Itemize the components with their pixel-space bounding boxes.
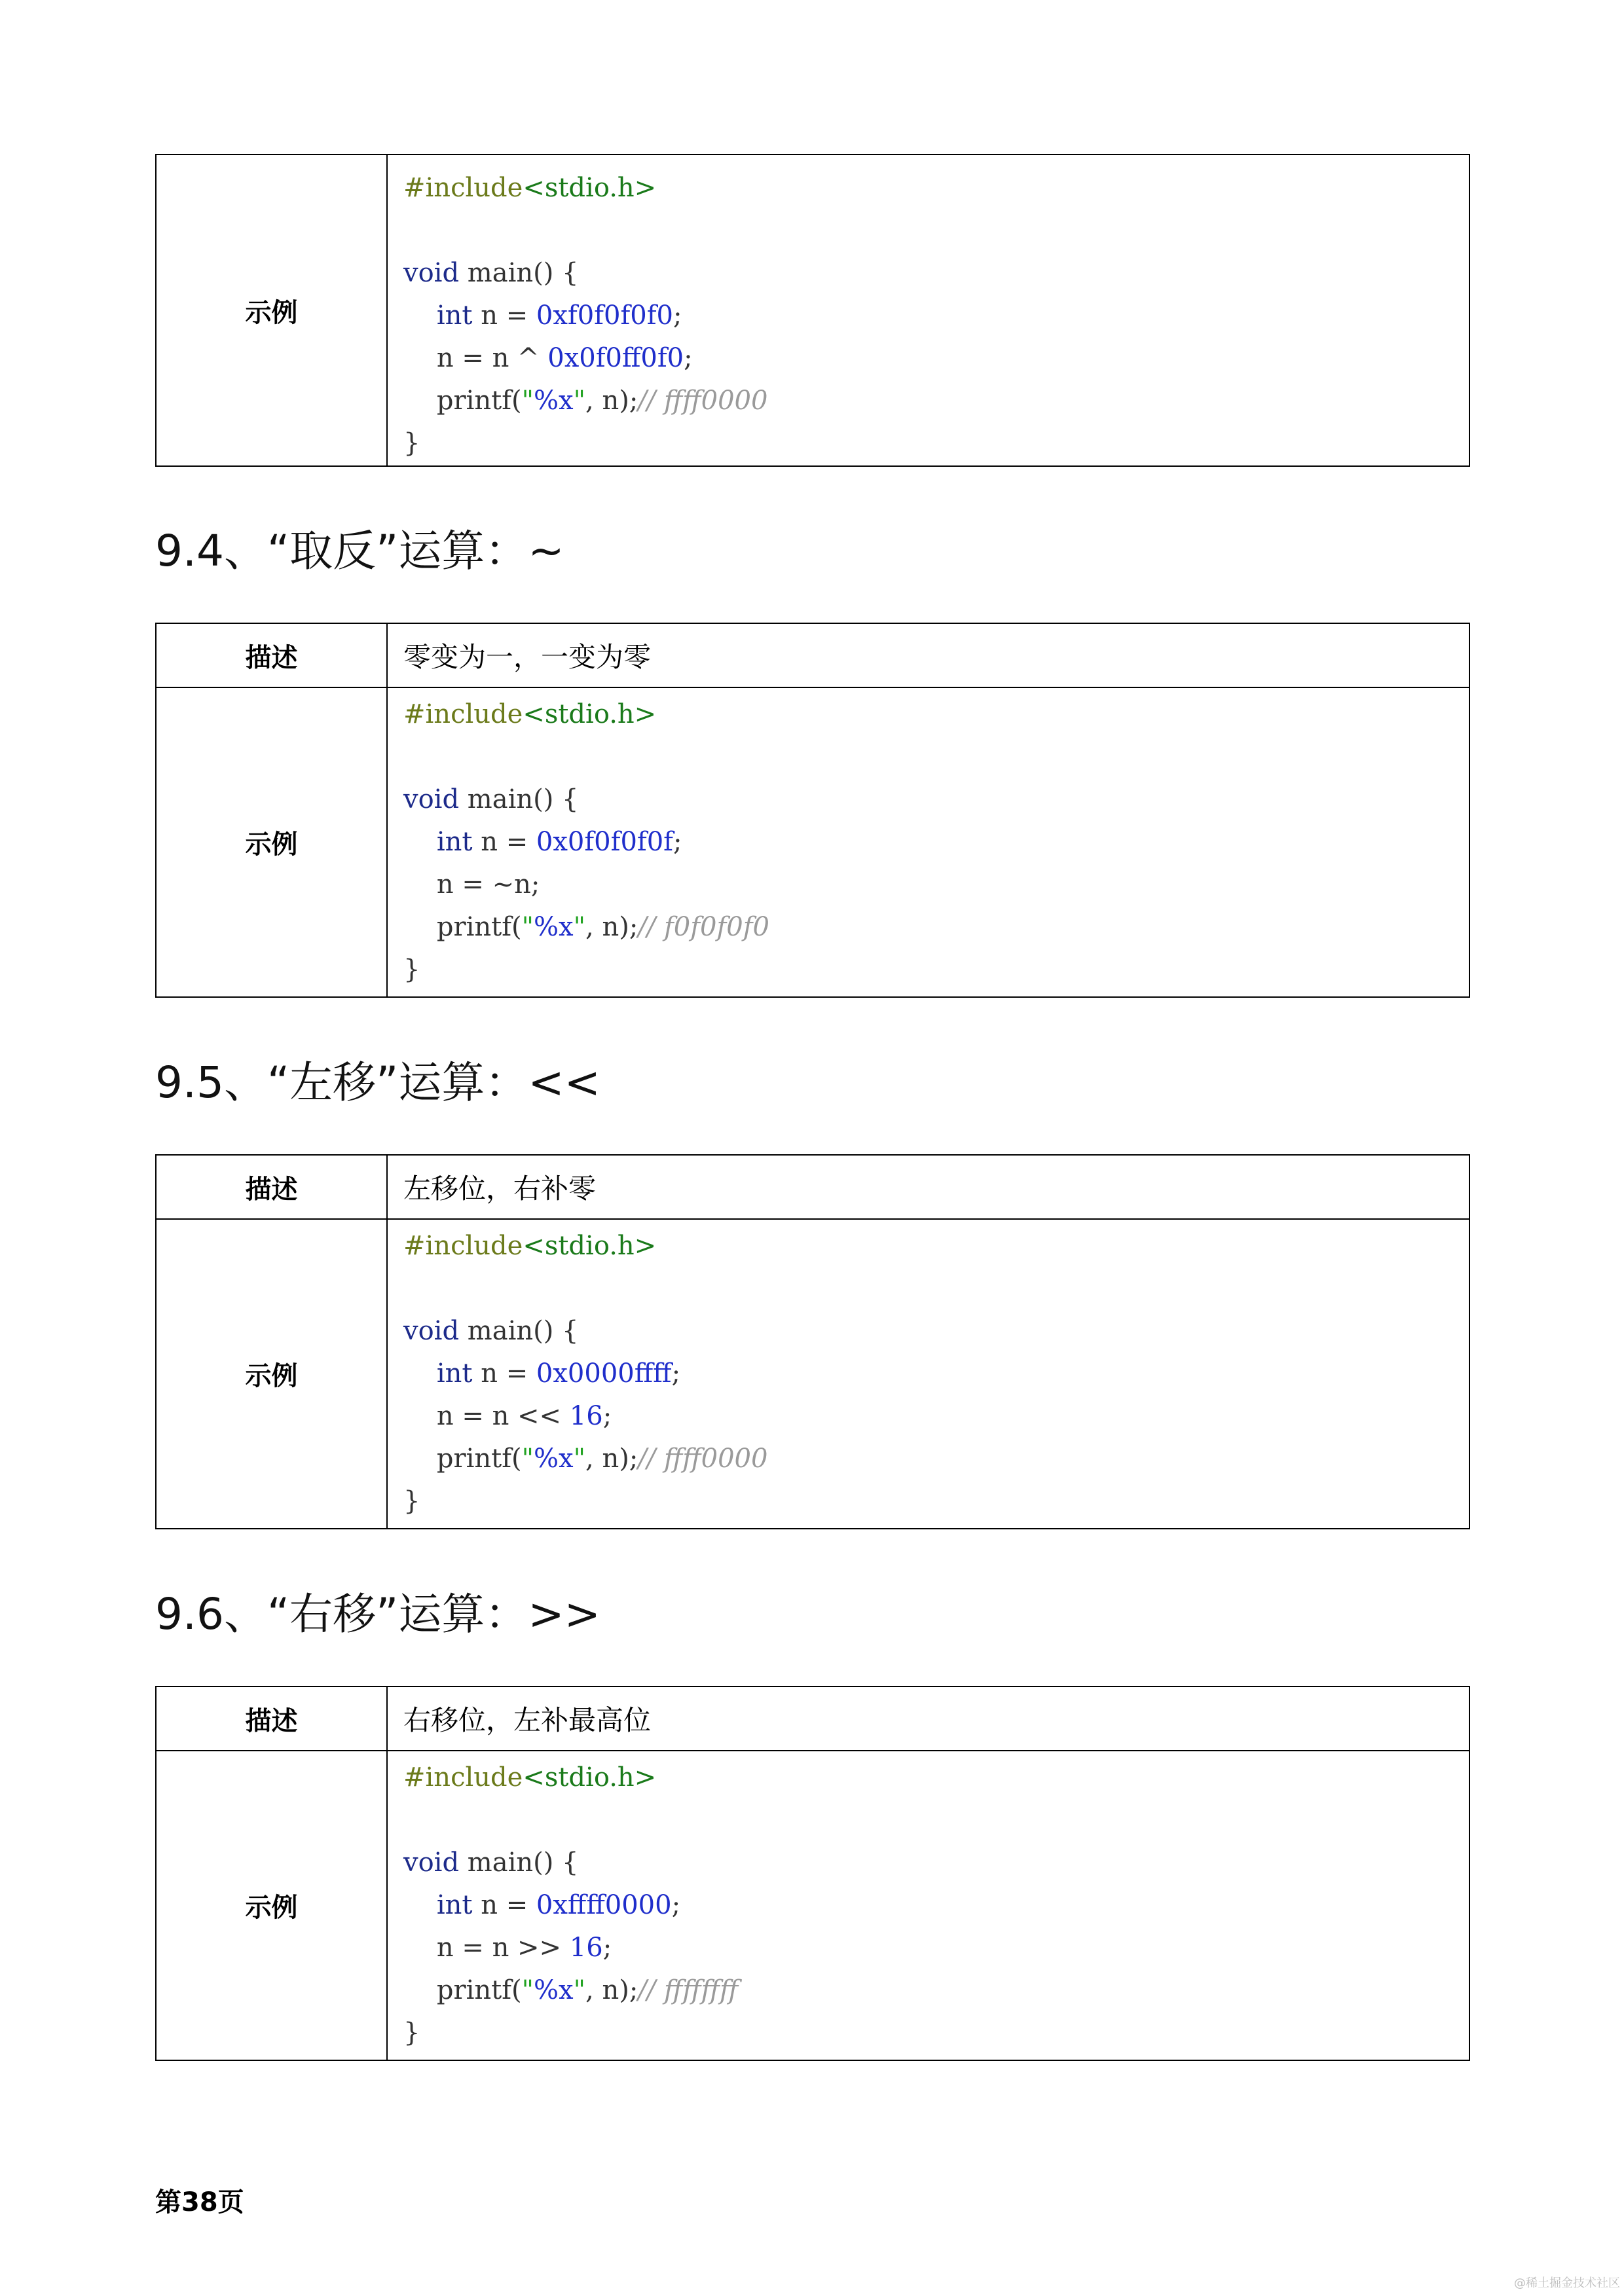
code-line: } — [403, 428, 420, 458]
description-row — [157, 624, 1469, 688]
section-heading-shl: 9.5、“左移”运算：<< — [155, 1057, 600, 1108]
code-block — [388, 1751, 1469, 2060]
code-line: int n = 0x0f0f0f0f; — [436, 827, 682, 857]
code-line: n = ~n; — [436, 869, 540, 900]
shl-table — [155, 1154, 1470, 1529]
example-label: 示例 — [157, 155, 388, 465]
code-line: #include<stdio.h> — [403, 173, 657, 203]
example-label: 示例 — [157, 688, 388, 996]
code-line: void main() { — [403, 784, 579, 814]
code-line: } — [403, 1486, 420, 1516]
description-text: 左移位，右补零 — [403, 1173, 597, 1205]
code-line: printf("%x", n);// ffff0000 — [436, 1444, 768, 1474]
xor-example-table — [155, 154, 1470, 467]
watermark: @稀土掘金技术社区 — [1514, 2276, 1620, 2290]
example-label: 示例 — [157, 1220, 388, 1528]
code-line: } — [403, 955, 420, 985]
code-line: n = n ^ 0x0f0ff0f0; — [436, 343, 693, 373]
code-line: int n = 0xffff0000; — [436, 1890, 681, 1920]
code-line: #include<stdio.h> — [403, 1762, 657, 1793]
code-line: #include<stdio.h> — [403, 699, 657, 729]
code-line: } — [403, 2018, 420, 2048]
example-row — [157, 688, 1469, 996]
example-row — [157, 1220, 1469, 1528]
code-line: n = n >> 16; — [436, 1933, 612, 1963]
code-line: printf("%x", n);// ffffffff — [436, 1975, 739, 2005]
example-row — [157, 155, 1469, 465]
code-line: #include<stdio.h> — [403, 1231, 657, 1261]
section-heading-not: 9.4、“取反”运算：~ — [155, 526, 564, 576]
code-line — [403, 1267, 1469, 1310]
page-number: 第38页 — [155, 2187, 244, 2217]
example-label: 示例 — [157, 1751, 388, 2060]
description-label: 描述 — [157, 1687, 388, 1750]
code-line — [403, 1799, 1469, 1842]
code-line: printf("%x", n);// ffff0000 — [436, 386, 768, 416]
code-line: void main() { — [403, 258, 579, 288]
code-line: printf("%x", n);// f0f0f0f0 — [436, 912, 769, 942]
description-row — [157, 1156, 1469, 1220]
code-line: void main() { — [403, 1316, 579, 1346]
code-line: n = n << 16; — [436, 1401, 612, 1431]
code-block — [388, 155, 1469, 465]
description-text: 零变为一，一变为零 — [403, 641, 652, 673]
description-label: 描述 — [157, 1156, 388, 1218]
code-line — [403, 736, 1469, 778]
code-line: void main() { — [403, 1848, 579, 1878]
code-block — [388, 688, 1469, 996]
example-row — [157, 1751, 1469, 2060]
not-table — [155, 623, 1470, 998]
shr-table — [155, 1686, 1470, 2061]
section-heading-shr: 9.6、“右移”运算：>> — [155, 1589, 600, 1639]
description-label: 描述 — [157, 624, 388, 687]
description-row — [157, 1687, 1469, 1751]
code-block — [388, 1220, 1469, 1528]
description-text: 右移位，左补最高位 — [403, 1704, 652, 1736]
code-line — [403, 210, 1469, 252]
code-line: int n = 0xf0f0f0f0; — [436, 301, 682, 331]
code-line: int n = 0x0000ffff; — [436, 1358, 681, 1389]
